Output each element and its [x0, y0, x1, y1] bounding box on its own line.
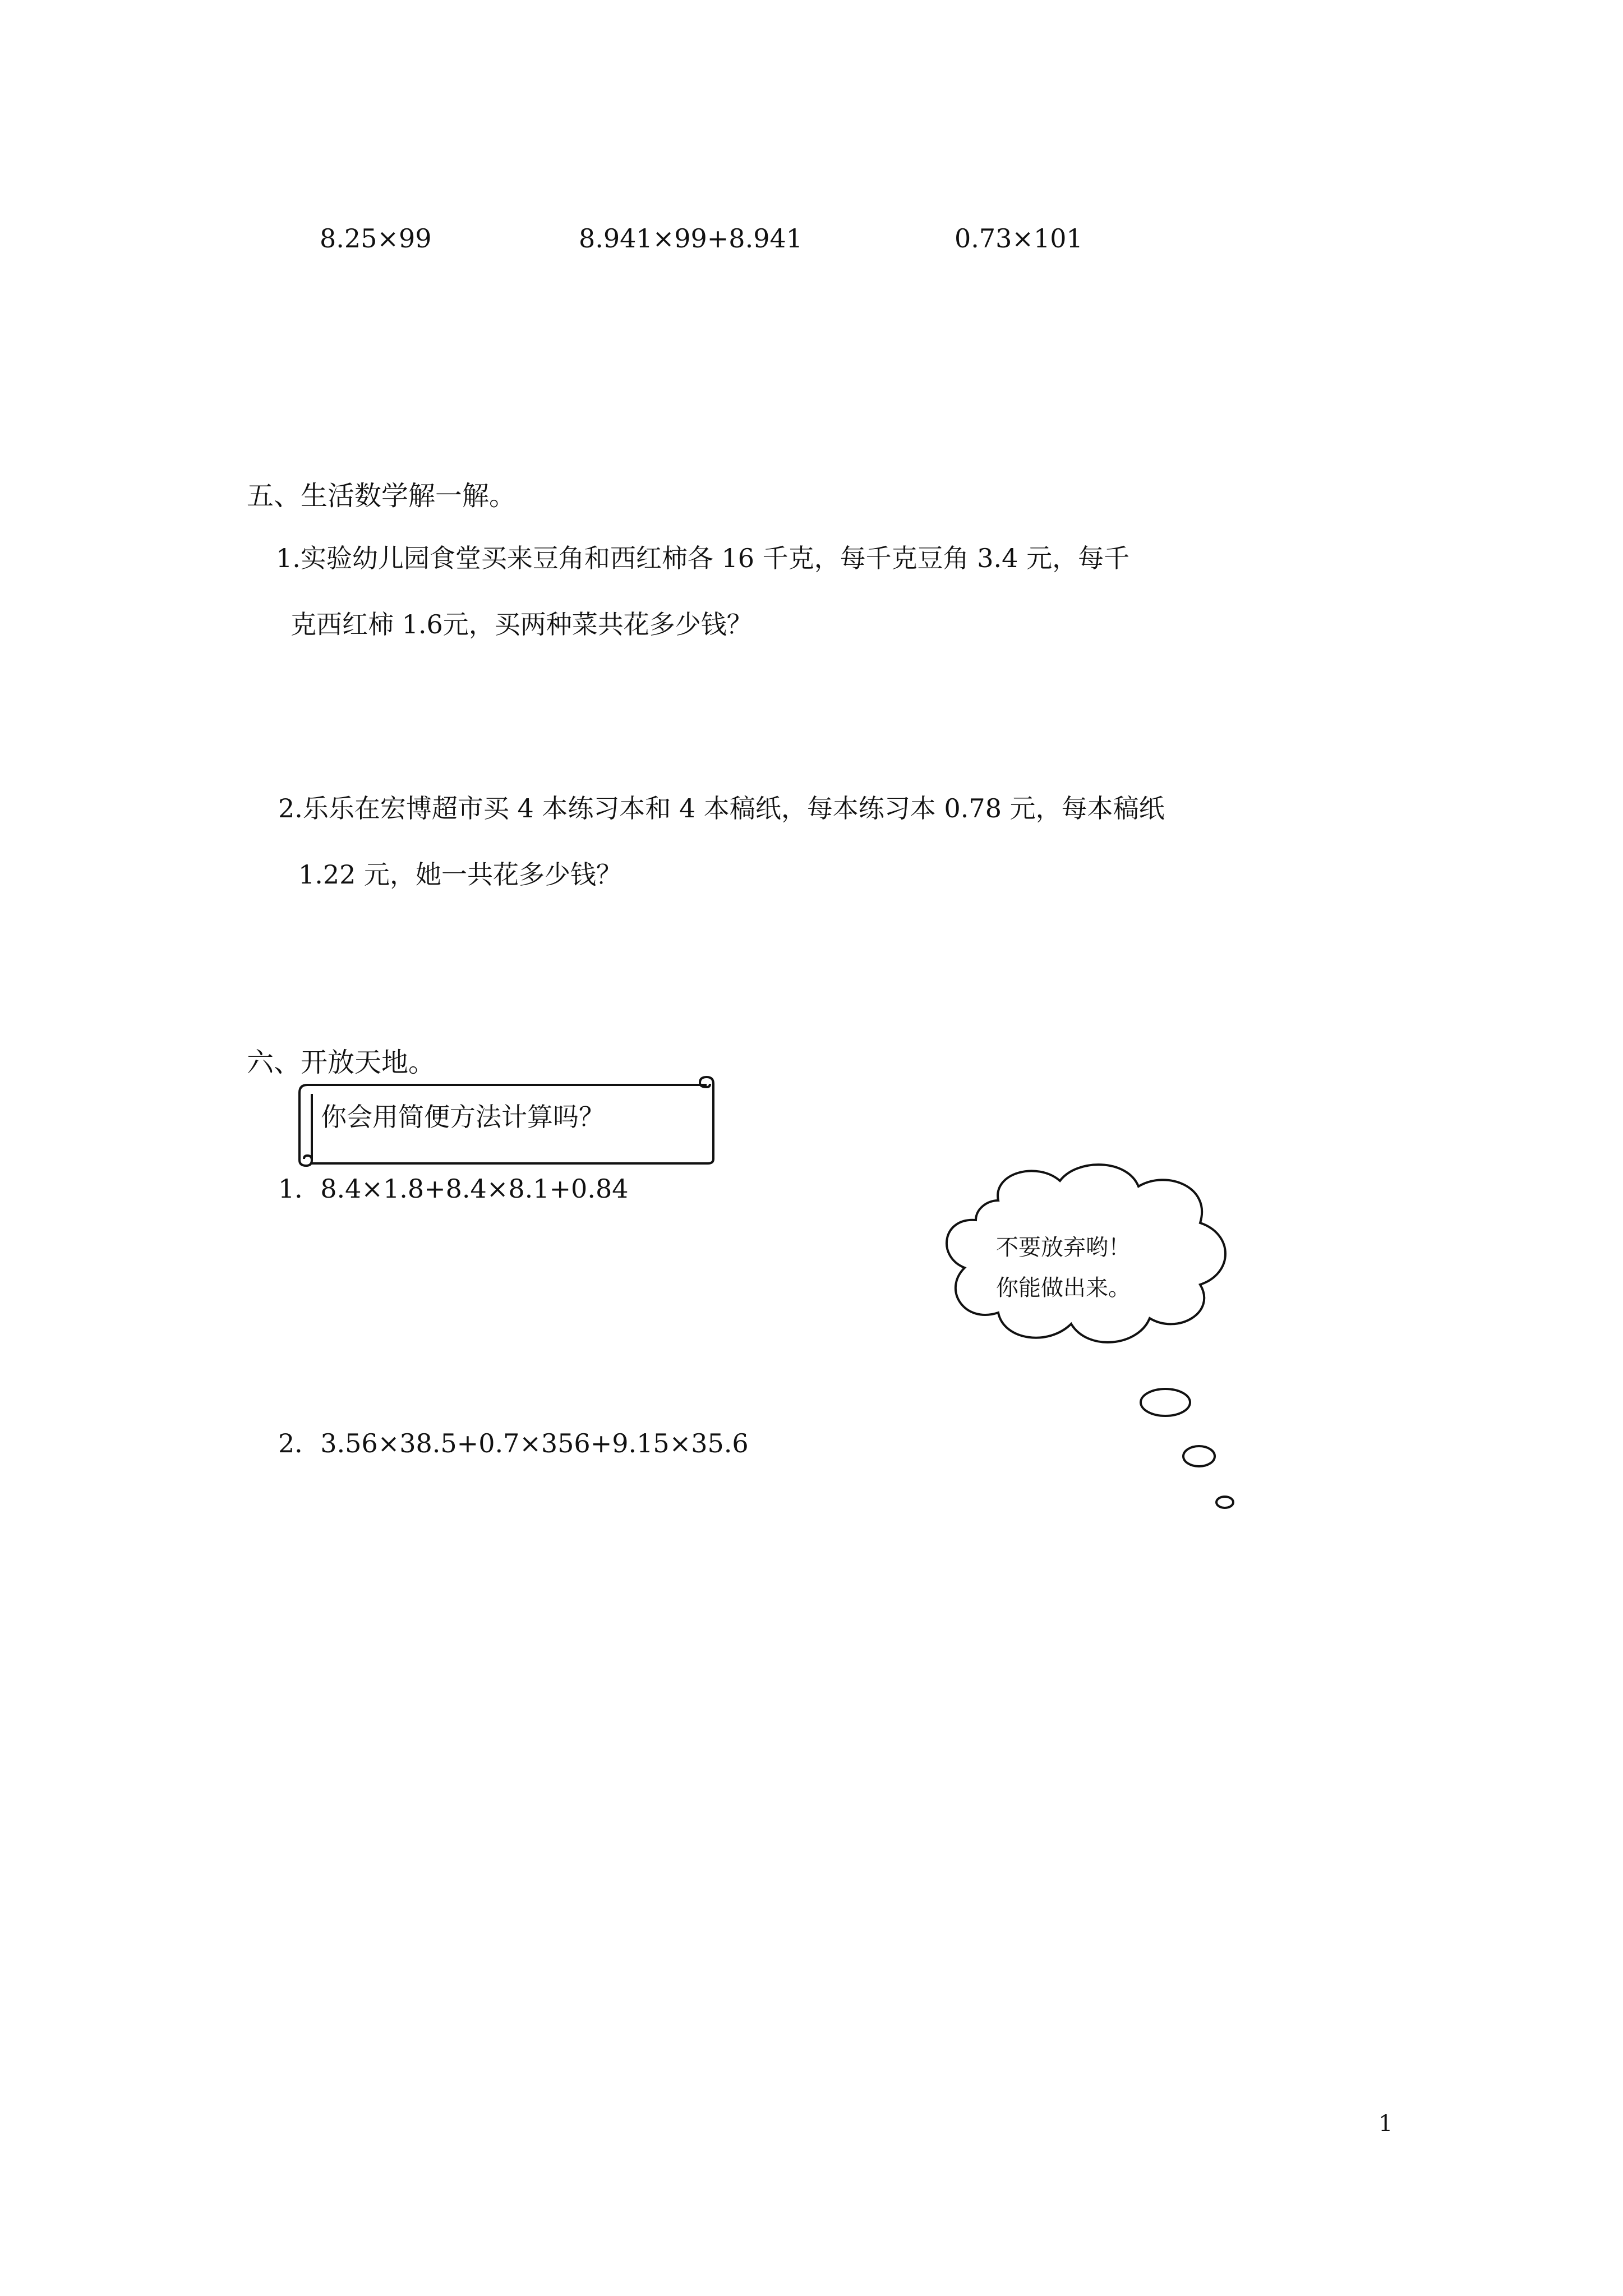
question-5-2-line-1: 2.乐乐在宏博超市买 4 本练习本和 4 本稿纸，每本练习本 0.78 元，每本稿纸 [278, 793, 1165, 823]
question-6-1: 1．8.4×1.8+8.4×8.1+0.84 [278, 1174, 629, 1204]
cloud-text-line-2: 你能做出来。 [996, 1275, 1131, 1301]
section-6-heading: 六、开放天地。 [247, 1047, 436, 1078]
scroll-banner-text: 你会用简便方法计算吗？ [321, 1102, 605, 1132]
page-number: 1 [1378, 2111, 1393, 2137]
question-5-1-line-2: 克西红柿 1.6元，买两种菜共花多少钱？ [291, 609, 753, 639]
thought-cloud-icon [931, 1156, 1245, 1492]
question-5-2-line-2: 1.22 元，她一共花多少钱？ [298, 859, 623, 890]
expression-3: 0.73×101 [955, 223, 1083, 254]
question-5-1-line-1: 1.实验幼儿园食堂买来豆角和西红柿各 16 千克，每千克豆角 3.4 元，每千 [276, 543, 1130, 573]
question-6-2: 2．3.56×38.5+0.7×356+9.15×35.6 [278, 1428, 749, 1458]
section-5-heading: 五、生活数学解一解。 [247, 480, 517, 512]
expression-2: 8.941×99+8.941 [579, 223, 803, 254]
cloud-text-line-1: 不要放弃哟！ [996, 1235, 1131, 1260]
expression-1: 8.25×99 [320, 223, 432, 254]
